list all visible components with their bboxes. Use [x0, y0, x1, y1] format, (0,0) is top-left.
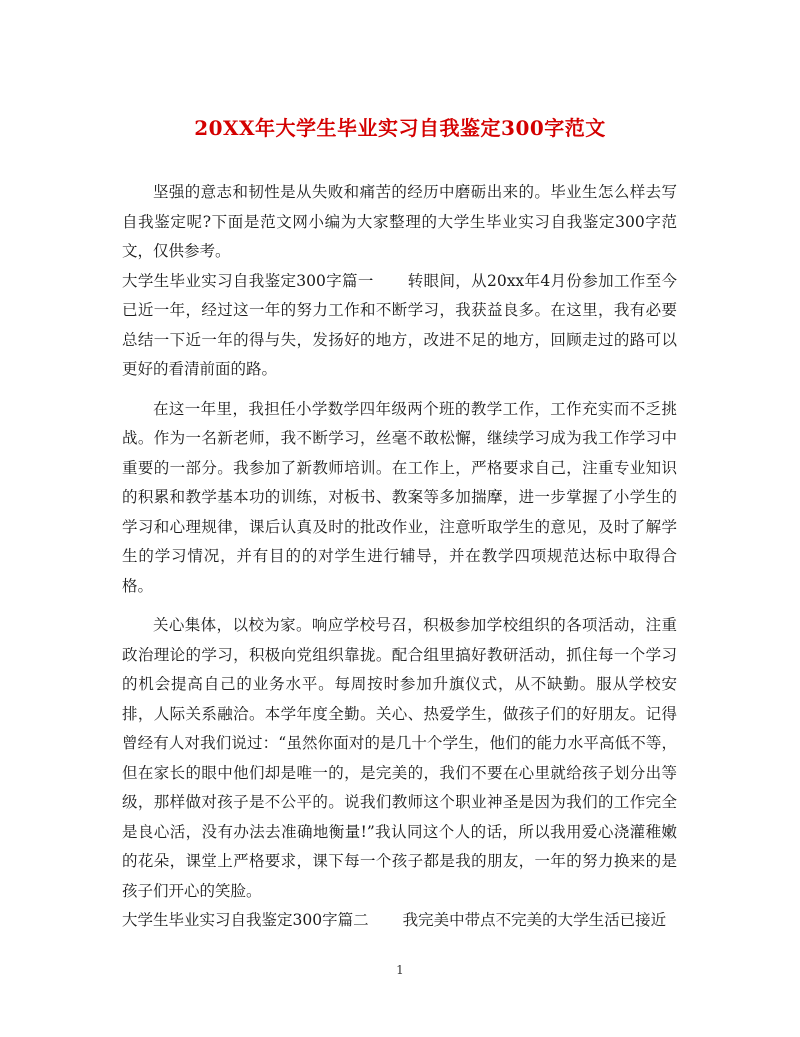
section-1-heading: 大学生毕业实习自我鉴定300字篇一 — [122, 271, 374, 290]
page-number: 1 — [396, 963, 404, 977]
section-1-paragraph-3: 关心集体，以校为家。响应学校号召，积极参加学校组织的各项活动，注重政治理论的学习，积极向党组织靠拢。配合组里搞好教研活动，抓住每一个学习的机会提高自己的业务水平。每周按时参加升旗仪式，从不缺勤。服从学校安排，人际关系融洽。本学年度全勤。关心、热爱学生，做孩子们的好朋友。记得曾经有人对我们说过：“虽然你面对的是几十个学生，他们的能力水平高低不等，但在家长的眼中他们却是唯一的，是完美的，我们不要在心里就给孩子划分出等级，那样做对孩子是不公平的。说我们教师这个职业神圣是因为我们的工作完全是良心活，没有办法去准确地衡量!”我认同这个人的话，所以我用爱心浇灌稚嫩的花朵，课堂上严格要求，课下每一个孩子都是我的朋友，一年的努力换来的是孩子们开心的笑脸。 — [122, 616, 677, 900]
paragraph-gap — [122, 601, 677, 611]
section-1-first-paragraph — [122, 267, 677, 385]
section-1-first-text: 转眼间，从20xx年4月份参加工作至今已近一年，经过这一年的努力工作和不断学习，我获益良多。在这里，我有必要总结一下近一年的得与失，发扬好的地方，改进不足的地方，回顾走过的路可以更好的看清前面的路。 — [122, 271, 677, 378]
section-2-heading: 大学生毕业实习自我鉴定300字篇二 — [122, 911, 369, 929]
paragraph-gap — [122, 385, 677, 395]
section-2-first-text: 我完美中带点不完美的大学生活已接近 — [402, 911, 667, 929]
document-title: 20XX年大学生毕业实习自我鉴定300字范文 — [194, 116, 606, 140]
section-2-first-paragraph — [122, 906, 677, 936]
intro-paragraph: 坚强的意志和韧性是从失败和痛苦的经历中磨砺出来的。毕业生怎么样去写自我鉴定呢?下面是范文网小编为大家整理的大学生毕业实习自我鉴定300字范文，仅供参考。 — [122, 183, 677, 260]
section-1-paragraph-2: 在这一年里，我担任小学数学四年级两个班的教学工作，工作充实而不乏挑战。作为一名新老师，我不断学习，丝毫不敢松懈，继续学习成为我工作学习中重要的一部分。我参加了新教师培训。在工作上，严格要求自己，注重专业知识的积累和教学基本功的训练，对板书、教案等多加揣摩，进一步掌握了小学生的学习和心理规律，课后认真及时的批改作业，注意听取学生的意见，及时了解学生的学习情况，并有目的的对学生进行辅导，并在教学四项规范达标中取得合格。 — [122, 399, 677, 595]
document-body — [122, 178, 677, 936]
